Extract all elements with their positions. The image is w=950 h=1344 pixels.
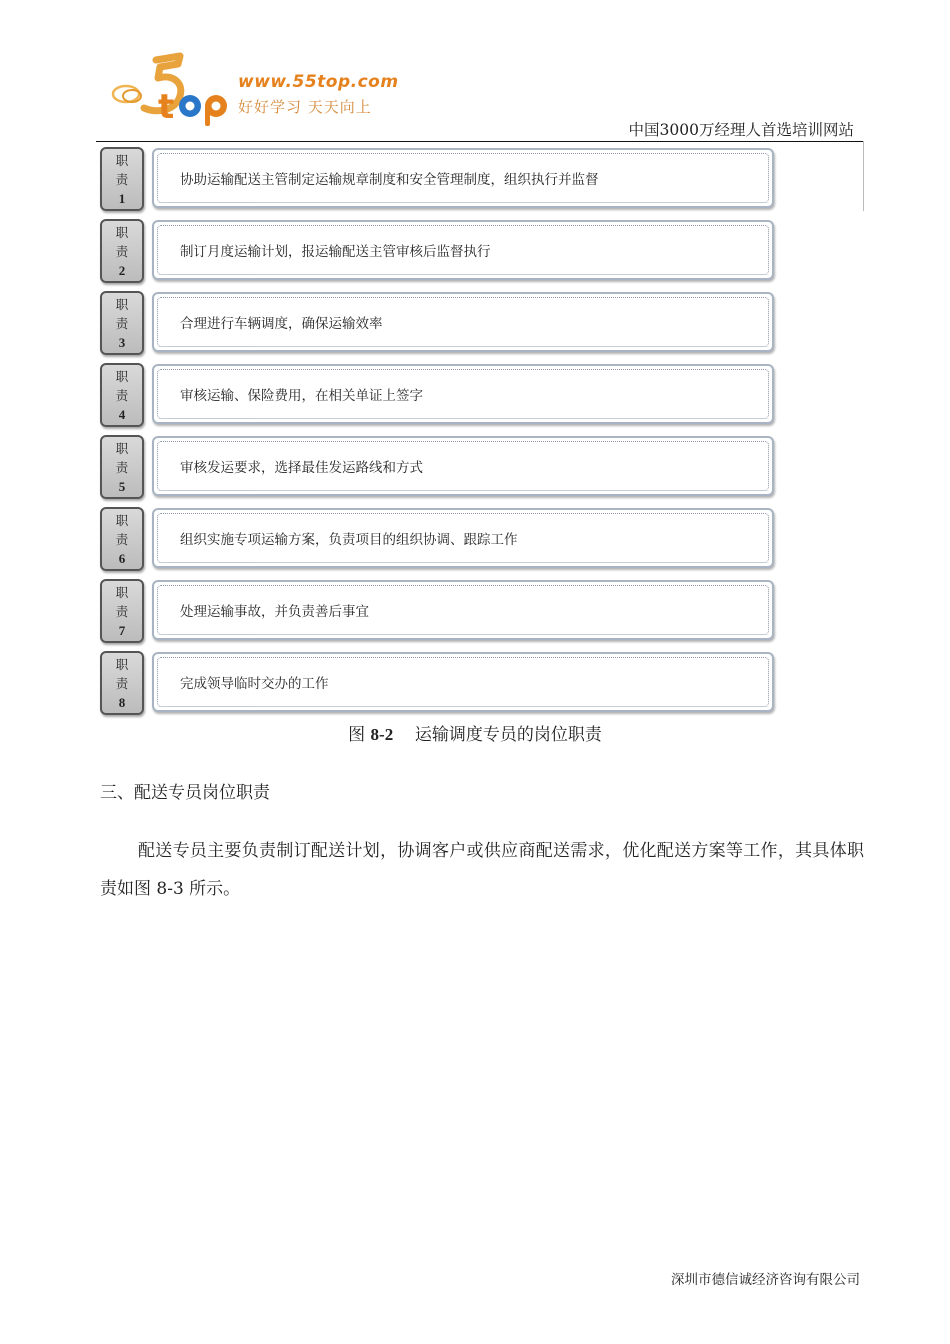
duty-tab-char: 职	[115, 296, 129, 312]
section-heading: 三、配送专员岗位职责	[100, 783, 270, 803]
duty-text: 审核发运要求，选择最佳发运路线和方式	[157, 441, 769, 491]
duty-box	[152, 652, 774, 712]
duty-tab	[100, 219, 144, 283]
duty-row-5	[100, 434, 776, 506]
duty-text: 合理进行车辆调度，确保运输效率	[157, 297, 769, 347]
duty-number: 5	[118, 478, 126, 494]
duty-tab-char: 职	[115, 152, 129, 168]
duty-text: 协助运输配送主管制定运输规章制度和安全管理制度，组织执行并监督	[157, 153, 769, 203]
duty-box	[152, 148, 774, 208]
duty-text: 审核运输、保险费用，在相关单证上签字	[157, 369, 769, 419]
duty-diagram	[100, 146, 776, 722]
duty-text: 处理运输事故，并负责善后事宜	[157, 585, 769, 635]
duty-tab-char: 责	[115, 387, 129, 403]
svg-text:t: t	[158, 87, 175, 127]
figure-caption-prefix: 图	[348, 725, 371, 745]
duty-tab-char: 责	[115, 243, 129, 259]
duty-number: 6	[118, 550, 126, 566]
duty-row-7	[100, 578, 776, 650]
duty-tab-char: 职	[115, 440, 129, 456]
duty-tab	[100, 291, 144, 355]
header-divider	[96, 141, 864, 142]
duty-tab-char: 职	[115, 224, 129, 240]
duty-box	[152, 580, 774, 640]
duty-tab-char: 责	[115, 603, 129, 619]
duty-box	[152, 508, 774, 568]
duty-box	[152, 436, 774, 496]
duty-row-6	[100, 506, 776, 578]
duty-tab-char: 职	[115, 512, 129, 528]
duty-tab-char: 责	[115, 459, 129, 475]
duty-tab-char: 责	[115, 171, 129, 187]
duty-text: 组织实施专项运输方案，负责项目的组织协调、跟踪工作	[157, 513, 769, 563]
duty-tab-char: 职	[115, 656, 129, 672]
duty-text: 完成领导临时交办的工作	[157, 657, 769, 707]
duty-row-1	[100, 146, 776, 218]
duty-tab-char: 责	[115, 315, 129, 331]
duty-box	[152, 220, 774, 280]
logo-55top-icon	[108, 52, 238, 128]
figure-caption	[0, 720, 950, 745]
duty-tab	[100, 147, 144, 211]
duty-number: 7	[118, 622, 126, 638]
duty-box	[152, 364, 774, 424]
duty-number: 4	[118, 406, 126, 422]
duty-tab	[100, 579, 144, 643]
duty-row-8	[100, 650, 776, 722]
duty-number: 3	[118, 334, 126, 350]
duty-tab-char: 职	[115, 584, 129, 600]
duty-tab-char: 职	[115, 368, 129, 384]
figure-title: 运输调度专员的岗位职责	[414, 725, 602, 745]
duty-row-3	[100, 290, 776, 362]
duty-row-4	[100, 362, 776, 434]
duty-number: 8	[118, 694, 126, 710]
duty-tab-char: 责	[115, 675, 129, 691]
figure-number: 8-2	[370, 725, 394, 744]
site-logo	[108, 52, 398, 128]
site-tagline: 中国3000万经理人首选培训网站	[628, 121, 854, 139]
duty-number: 2	[118, 262, 126, 278]
duty-row-2	[100, 218, 776, 290]
duty-tab	[100, 435, 144, 499]
duty-tab	[100, 507, 144, 571]
duty-box	[152, 292, 774, 352]
logo-slogan: 好好学习 天天向上	[238, 98, 372, 116]
footer-company: 深圳市德信诚经济咨询有限公司	[671, 1272, 860, 1288]
header-side-divider	[863, 141, 864, 211]
logo-url: www.55top.com	[238, 72, 399, 92]
body-paragraph: 配送专员主要负责制订配送计划，协调客户或供应商配送需求，优化配送方案等工作，其具体职责如图 8-3 所示。	[100, 841, 864, 899]
duty-tab	[100, 363, 144, 427]
duty-tab	[100, 651, 144, 715]
duty-tab-char: 责	[115, 531, 129, 547]
duty-number: 1	[118, 190, 126, 206]
duty-text: 制订月度运输计划，报运输配送主管审核后监督执行	[157, 225, 769, 275]
